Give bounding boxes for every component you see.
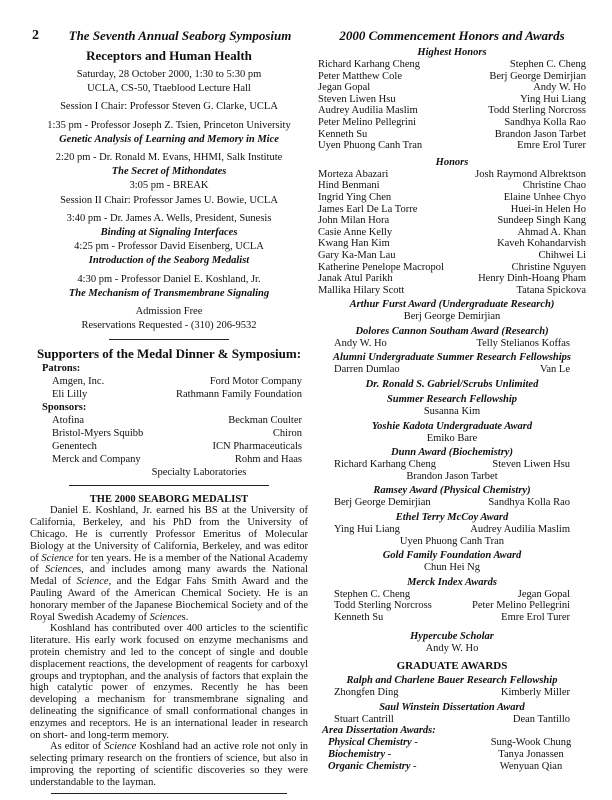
honoree-name: Kimberly Miller bbox=[500, 687, 570, 699]
honoree-row bbox=[318, 262, 586, 274]
honoree-name: Emre Erol Turer bbox=[501, 612, 570, 623]
area-winner: Sung-Wook Chung bbox=[490, 737, 572, 749]
award-title: Ethel Terry McCoy Award bbox=[395, 512, 509, 524]
supporter-name: Rohm and Haas bbox=[234, 454, 302, 466]
honoree-row bbox=[318, 180, 586, 192]
program-line: Reservations Requested - (310) 206-9532 bbox=[81, 320, 257, 332]
talk-title: The Secret of Mithondates bbox=[111, 166, 227, 178]
honoree-name: Zhongfen Ding bbox=[334, 687, 399, 699]
program-line: 4:30 pm - Professor Daniel E. Koshland, Jr. bbox=[77, 273, 261, 285]
honoree-row bbox=[318, 364, 586, 376]
divider bbox=[109, 339, 229, 340]
honoree-row bbox=[318, 250, 586, 262]
graduate-awards-title: GRADUATE AWARDS bbox=[396, 660, 508, 673]
award-block bbox=[318, 351, 586, 376]
honoree-name: Huei-in Helen Ho bbox=[510, 203, 586, 215]
program-line: Session I Chair: Professor Steven G. Clarke, UCLA bbox=[60, 101, 278, 113]
honoree-name: Berj George Demirjian bbox=[489, 70, 586, 82]
supporter-row bbox=[30, 453, 308, 466]
honoree-name: John Milan Hora bbox=[318, 215, 390, 227]
honoree-name: Kenneth Su bbox=[334, 612, 384, 623]
honoree-name: Sandhya Kolla Rao bbox=[488, 497, 570, 509]
honoree-name: Steven Liwen Hsu bbox=[492, 459, 570, 471]
honoree-name: Christine Chao bbox=[522, 180, 586, 192]
biography-paragraph: Koshland has contributed over 400 articles to the scientific literature. His early work focused on enzyme mechanisms and protein chemistry and led to the concept of single and double displacement reactions, the development of reagents for carboxyl groups and tryptophan, and the analysis of factors that explain the high catalytic power of enzymes. Recently he has been developing a mechanism for transmembrane signaling and delineating the significance of small conformational changes in enzymes and receptors. He is an international leader in research on short- and long-term memory. bbox=[30, 623, 308, 741]
program-line: Admission Free bbox=[135, 306, 203, 318]
honoree-name: Chun Hei Ng bbox=[424, 562, 480, 574]
area-winner: Tanya Jonassen bbox=[498, 748, 564, 760]
honoree-row bbox=[318, 129, 586, 141]
honoree-name: Kenneth Su bbox=[318, 128, 368, 140]
supporter-name: ICN Pharmaceuticals bbox=[212, 441, 302, 453]
supporter-row bbox=[30, 440, 308, 453]
honoree-name: James Earl De La Torre bbox=[318, 203, 418, 215]
honoree-name: Peter Matthew Cole bbox=[318, 70, 402, 82]
award-block bbox=[318, 298, 586, 323]
honoree-row bbox=[318, 117, 586, 129]
sponsor-specialty: Specialty Laboratories bbox=[151, 467, 247, 479]
honoree-row bbox=[318, 238, 586, 250]
talk-title: Introduction of the Seaborg Medalist bbox=[88, 255, 250, 267]
program-line: Saturday, 28 October 2000, 1:30 to 5:30 pm bbox=[76, 69, 262, 80]
honoree-name: Jegan Gopal bbox=[517, 588, 570, 600]
highest-honors-title: Highest Honors bbox=[417, 47, 487, 58]
biography-paragraph: Daniel E. Koshland, Jr. earned his BS at the University of California, Berkeley, and his PhD from the University of Chicago. He is currently Professor Emeritus of Molecular Biology at the University of California, Berkeley, and was editor of Science for ten years. He is a member of the National Academy of Sciences, and includes among many awards the National Medal of Science, and the Edgar Fahs Smith Award and the Pauling Award of the American Chemical Society. He is an honorary member of the Japanese Biochemical Society and of the Royal Swedish Academy of Sciences. bbox=[30, 505, 308, 623]
honoree-name: Elaine Unhee Chyo bbox=[503, 191, 586, 203]
award-title: Yoshie Kadota Undergraduate Award bbox=[371, 420, 533, 432]
honoree-name: Tatana Spickova bbox=[516, 284, 586, 296]
medalist-title: THE 2000 SEABORG MEDALIST bbox=[89, 494, 249, 506]
award-title: Summer Research Fellowship bbox=[386, 394, 518, 406]
highest-honors-list bbox=[318, 59, 586, 152]
supporter-name: Chiron bbox=[272, 428, 302, 440]
honoree-row bbox=[318, 273, 586, 285]
talk-title: The Mechanism of Transmembrane Signaling bbox=[68, 287, 270, 299]
area-field: Biochemistry - bbox=[328, 748, 392, 760]
program-line: UCLA, CS-50, Ttaeblood Lecture Hall bbox=[87, 83, 251, 95]
honoree-row bbox=[318, 497, 586, 509]
honoree-name: Steven Liwen Hsu bbox=[318, 93, 396, 105]
award-block bbox=[318, 378, 586, 418]
undergraduate-awards bbox=[318, 298, 586, 654]
honoree-name: Telly Stelianos Koffas bbox=[476, 337, 570, 349]
honoree-name: Darren Dumlao bbox=[334, 364, 400, 376]
honors-list bbox=[318, 169, 586, 297]
honoree-name: Josh Raymond Albrektson bbox=[475, 168, 586, 180]
supporter-name: Bristol-Myers Squibb bbox=[52, 428, 144, 440]
honoree-row bbox=[318, 94, 586, 106]
honoree-row bbox=[318, 71, 586, 83]
honoree-name: Brandon Jason Tarbet bbox=[406, 470, 498, 482]
honoree-name: Janak Atul Parikh bbox=[318, 273, 393, 285]
supporters-title: Supporters of the Medal Dinner & Symposium: bbox=[36, 346, 302, 362]
honoree-name: Andy W. Ho bbox=[533, 82, 586, 94]
honoree-name: Chihwei Li bbox=[538, 249, 586, 261]
graduate-awards bbox=[318, 674, 586, 725]
area-field: Physical Chemistry - bbox=[328, 737, 418, 749]
award-block bbox=[318, 484, 586, 509]
honoree-name: Audrey Audilia Maslim bbox=[318, 105, 418, 117]
honoree-row bbox=[318, 105, 586, 117]
honoree-row bbox=[318, 140, 586, 152]
award-block bbox=[318, 701, 586, 726]
honoree-name: Henry Dinh-Hoang Pham bbox=[478, 273, 586, 285]
honoree-row bbox=[318, 59, 586, 71]
honoree-name: Stuart Cantrill bbox=[334, 713, 394, 725]
honoree-name: Jegan Gopal bbox=[318, 82, 371, 94]
honors-header: 2000 Commencement Honors and Awards bbox=[339, 28, 565, 43]
left-column bbox=[30, 28, 308, 800]
honoree-name: Richard Karhang Cheng bbox=[318, 59, 421, 70]
honoree-row bbox=[318, 204, 586, 216]
talk-title: Genetic Analysis of Learning and Memory in Mice bbox=[59, 133, 279, 145]
honoree-name: Katherine Penelope Macropol bbox=[318, 261, 444, 273]
supporter-name: Genentech bbox=[52, 441, 97, 453]
honoree-name: Sandhya Kolla Rao bbox=[504, 116, 586, 128]
award-title: Arthur Furst Award (Undergraduate Research) bbox=[349, 299, 555, 311]
award-block bbox=[318, 576, 586, 624]
area-winner: Wenyuan Qian bbox=[499, 760, 563, 772]
award-block bbox=[318, 420, 586, 445]
honoree-name: Berj George Demirjian bbox=[403, 311, 501, 323]
honoree-row bbox=[318, 524, 586, 536]
award-block bbox=[318, 325, 586, 350]
divider bbox=[69, 485, 269, 486]
honors-title: Honors bbox=[435, 156, 469, 168]
honoree-row bbox=[318, 687, 586, 699]
area-dissertation-title: Area Dissertation Awards: bbox=[322, 725, 436, 737]
honoree-name: Kaveh Kohandarvish bbox=[497, 238, 586, 250]
program-schedule bbox=[30, 68, 308, 333]
supporter-name: Beckman Coulter bbox=[228, 415, 302, 427]
divider bbox=[51, 793, 287, 794]
symposium-title: The Seventh Annual Seaborg Symposium bbox=[68, 28, 292, 43]
honoree-name: Emre Erol Turer bbox=[517, 140, 586, 152]
honoree-name: Todd Sterling Norcross bbox=[334, 600, 432, 612]
honoree-name: Stephen C. Cheng bbox=[509, 59, 586, 70]
supporter-name: Amgen, Inc. bbox=[52, 376, 105, 388]
honoree-name: Ahmad A. Khan bbox=[517, 226, 586, 238]
award-title: Ramsey Award (Physical Chemistry) bbox=[373, 485, 531, 497]
area-award-row bbox=[318, 749, 586, 761]
sponsors-label: Sponsors: bbox=[42, 402, 87, 414]
honoree-name: Ingrid Ying Chen bbox=[318, 191, 392, 203]
program-line: 3:05 pm - BREAK bbox=[129, 180, 209, 192]
award-title: Dolores Cannon Southam Award (Research) bbox=[355, 325, 549, 337]
honoree-name: Andy W. Ho bbox=[425, 642, 479, 654]
supporter-name: Ford Motor Company bbox=[209, 376, 302, 388]
award-title: Ralph and Charlene Bauer Research Fellowship bbox=[346, 675, 558, 687]
honoree-name: Berj George Demirjian bbox=[334, 497, 431, 509]
supporter-name: Merck and Company bbox=[52, 454, 141, 466]
talk-title: Binding at Signaling Interfaces bbox=[100, 227, 238, 239]
supporter-name: Atofina bbox=[52, 415, 85, 427]
award-title: Alumni Undergraduate Summer Research Fellowships bbox=[332, 352, 572, 364]
patrons-list bbox=[30, 375, 308, 401]
program-line: Session II Chair: Professor James U. Bowie, UCLA bbox=[60, 194, 278, 206]
supporter-row bbox=[30, 427, 308, 440]
area-dissertation-awards bbox=[318, 737, 586, 772]
right-column bbox=[318, 28, 586, 772]
honoree-name: Kwang Han Kim bbox=[318, 238, 390, 250]
award-title: Merck Index Awards bbox=[407, 576, 497, 588]
award-block bbox=[318, 674, 586, 699]
program-line: 1:35 pm - Professor Joseph Z. Tsien, Princeton University bbox=[47, 119, 291, 131]
supporter-name: Rathmann Family Foundation bbox=[176, 389, 302, 401]
honoree-row bbox=[318, 82, 586, 94]
honoree-name: Audrey Audilia Maslim bbox=[470, 524, 570, 536]
award-block bbox=[318, 630, 586, 655]
area-field: Organic Chemistry - bbox=[328, 760, 417, 772]
honoree-row bbox=[318, 714, 586, 726]
award-title: Dunn Award (Biochemistry) bbox=[391, 447, 513, 459]
supporter-row bbox=[30, 375, 308, 388]
award-block bbox=[318, 549, 586, 574]
honoree-name: Ying Hui Liang bbox=[334, 524, 400, 536]
honoree-row bbox=[318, 338, 586, 350]
honoree-name: Mallika Hilary Scott bbox=[318, 284, 405, 296]
honoree-name: Casie Anne Kelly bbox=[318, 226, 393, 238]
honoree-name: Gary Ka-Man Lau bbox=[318, 249, 396, 261]
honoree-row bbox=[318, 215, 586, 227]
program-line: 2:20 pm - Dr. Ronald M. Evans, HHMI, Salk Institute bbox=[55, 152, 283, 164]
area-award-row bbox=[318, 761, 586, 773]
honoree-name: Todd Sterling Norcross bbox=[488, 105, 586, 117]
award-block bbox=[318, 511, 586, 547]
honoree-name: Uyen Phuong Canh Tran bbox=[399, 535, 505, 547]
patrons-label: Patrons: bbox=[42, 363, 81, 375]
honoree-name: Andy W. Ho bbox=[334, 337, 387, 349]
honoree-name: Peter Melino Pellegrini bbox=[472, 600, 570, 612]
honoree-row bbox=[318, 227, 586, 239]
honoree-name: Christine Nguyen bbox=[511, 261, 586, 273]
area-award-row bbox=[318, 737, 586, 749]
award-block bbox=[318, 446, 586, 482]
honoree-row bbox=[318, 612, 586, 624]
program-line: 3:40 pm - Dr. James A. Wells, President, Sunesis bbox=[66, 212, 272, 224]
honoree-row bbox=[318, 459, 586, 471]
program-line: 4:25 pm - Professor David Eisenberg, UCLA bbox=[74, 241, 264, 253]
honoree-name: Uyen Phuong Canh Tran bbox=[318, 140, 423, 152]
honoree-name: Van Le bbox=[539, 364, 570, 376]
honoree-name: Ying Hui Liang bbox=[520, 93, 586, 105]
honoree-row bbox=[318, 589, 586, 601]
honoree-row bbox=[318, 600, 586, 612]
honoree-row bbox=[318, 192, 586, 204]
supporter-name: Eli Lilly bbox=[52, 389, 88, 401]
honoree-name: Brandon Jason Tarbet bbox=[494, 128, 586, 140]
honoree-name: Susanna Kim bbox=[423, 406, 481, 418]
biography-paragraph: As editor of Science Koshland had an active role not only in selecting primary research on the frontiers of science, but also in improving the reporting of scientific discoveries so they were understandable to the layman. bbox=[30, 741, 308, 788]
award-title: Hypercube Scholar bbox=[410, 630, 494, 642]
sponsors-list bbox=[30, 414, 308, 466]
award-title: Dr. Ronald S. Gabriel/Scrubs Unlimited bbox=[365, 379, 539, 391]
supporter-row bbox=[30, 388, 308, 401]
symposium-subtitle: Receptors and Human Health bbox=[86, 48, 252, 63]
honoree-name: Hind Benmani bbox=[318, 180, 380, 192]
award-title: Gold Family Foundation Award bbox=[382, 550, 522, 562]
page-number: 2 bbox=[32, 28, 39, 43]
honoree-row bbox=[318, 285, 586, 297]
honoree-name: Morteza Abazari bbox=[318, 168, 389, 180]
honoree-name: Stephen C. Cheng bbox=[334, 588, 411, 600]
award-title: Saul Winstein Dissertation Award bbox=[379, 701, 525, 713]
honoree-name: Dean Tantillo bbox=[512, 713, 570, 725]
honoree-name: Emiko Bare bbox=[426, 432, 478, 444]
medalist-biography bbox=[30, 505, 308, 788]
supporter-row bbox=[30, 414, 308, 427]
honoree-name: Sundeep Singh Kang bbox=[497, 215, 586, 227]
honoree-name: Richard Karhang Cheng bbox=[334, 459, 437, 471]
honoree-row bbox=[318, 169, 586, 181]
honoree-name: Peter Melino Pellegrini bbox=[318, 116, 416, 128]
